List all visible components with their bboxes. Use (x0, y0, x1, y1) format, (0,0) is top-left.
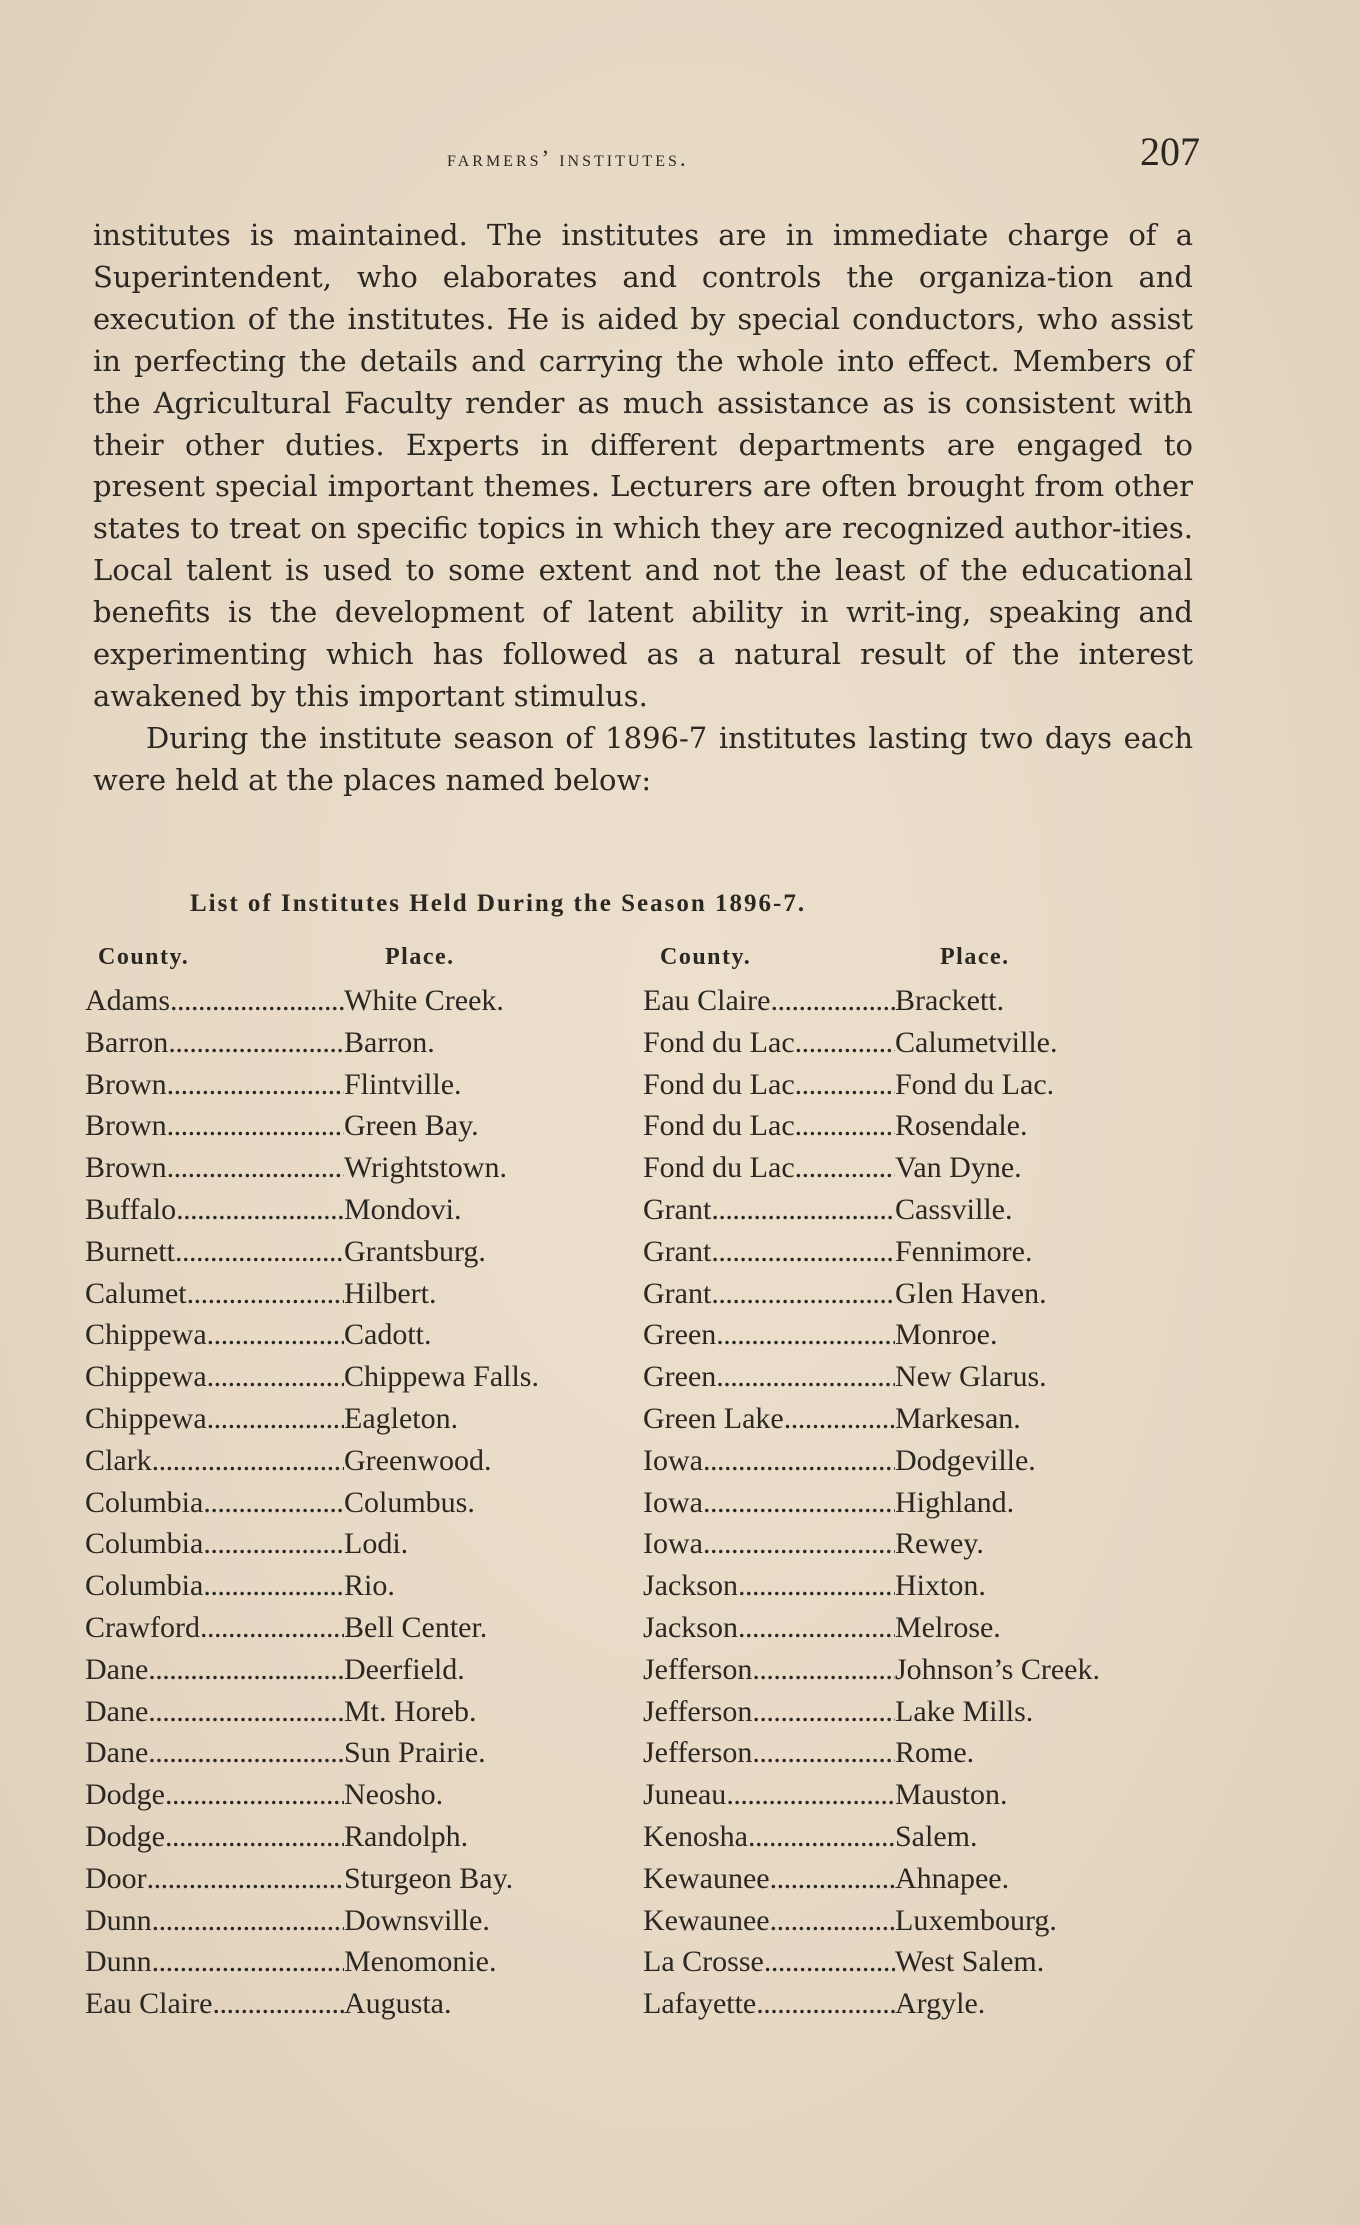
institute-row (643, 1356, 1203, 1398)
institute-row (85, 1858, 625, 1900)
dot-leader (175, 1231, 344, 1273)
place-name: Sun Prairie. (344, 1736, 486, 1770)
dot-leader (795, 1022, 895, 1064)
county-name: Calumet (85, 1276, 187, 1310)
place-name: Augusta. (344, 1987, 452, 2021)
place-name: Ahnapee. (895, 1861, 1010, 1895)
paragraph-2: During the institute season of 1896-7 institutes lasting two days each were held at the places named below: (93, 720, 1193, 797)
place-name: Flintville. (344, 1067, 462, 1101)
institute-row (643, 1565, 1203, 1607)
place-name: Mondovi. (344, 1192, 462, 1226)
institute-row (85, 1231, 625, 1273)
place-name: Cadott. (344, 1318, 432, 1352)
county-name: Chippewa (85, 1401, 207, 1435)
institute-row (643, 1816, 1203, 1858)
county-name: Dane (85, 1652, 149, 1686)
county-name: La Crosse (643, 1945, 764, 1979)
institute-row (85, 1774, 625, 1816)
dot-leader (167, 1105, 344, 1147)
institute-row (643, 1482, 1203, 1524)
place-name: Greenwood. (344, 1443, 492, 1477)
dot-leader (203, 1565, 344, 1607)
place-name: Mauston. (895, 1778, 1008, 1812)
dot-leader (795, 1064, 895, 1106)
county-name: Crawford (85, 1610, 200, 1644)
institute-row (85, 1941, 625, 1983)
county-name: Fond du Lac (643, 1151, 795, 1185)
county-name: Eau Claire (85, 1987, 213, 2021)
county-name: Kewaunee (643, 1903, 770, 1937)
county-name: Fond du Lac (643, 1109, 795, 1143)
place-name: Highland. (895, 1485, 1015, 1519)
left-place-header: Place. (385, 944, 455, 970)
running-head: farmers’ institutes. (447, 146, 689, 171)
place-name: New Glarus. (895, 1360, 1047, 1394)
dot-leader (738, 1565, 895, 1607)
institute-row (643, 1900, 1203, 1942)
county-name: Grant (643, 1192, 712, 1226)
county-name: Clark (85, 1443, 152, 1477)
dot-leader (168, 1022, 344, 1064)
dot-leader (748, 1816, 895, 1858)
dot-leader (167, 1147, 344, 1189)
place-name: Argyle. (895, 1987, 986, 2021)
county-name: Grant (643, 1276, 712, 1310)
dot-leader (165, 1774, 344, 1816)
page-header (92, 128, 1200, 178)
county-name: Iowa (643, 1443, 703, 1477)
dot-leader (716, 1356, 895, 1398)
dot-leader (203, 1523, 344, 1565)
institute-row (643, 1231, 1203, 1273)
right-county-header: County. (660, 944, 752, 970)
institute-row (643, 1398, 1203, 1440)
county-name: Dane (85, 1736, 149, 1770)
place-name: Bell Center. (344, 1610, 488, 1644)
place-name: Randolph. (344, 1819, 469, 1853)
dot-leader (752, 1691, 895, 1733)
institute-row (85, 1440, 625, 1482)
left-county-header: County. (98, 944, 190, 970)
county-name: Jackson (643, 1569, 738, 1603)
left-institute-column (85, 980, 625, 2025)
dot-leader (207, 1398, 344, 1440)
place-name: White Creek. (344, 984, 504, 1017)
place-name: Luxembourg. (895, 1903, 1057, 1937)
dot-leader (795, 1105, 895, 1147)
institute-row (643, 1523, 1203, 1565)
place-name: Fond du Lac. (895, 1067, 1055, 1101)
body-text (93, 215, 1193, 802)
institute-row (643, 1064, 1203, 1106)
dot-leader (784, 1398, 895, 1440)
county-name: Eau Claire (643, 984, 771, 1017)
place-name: Mt. Horeb. (344, 1694, 477, 1728)
dot-leader (207, 1314, 344, 1356)
institute-row (85, 1356, 625, 1398)
county-name: Grant (643, 1234, 712, 1268)
place-name: Deerfield. (344, 1652, 465, 1686)
county-name: Lafayette (643, 1987, 757, 2021)
institute-row (85, 1398, 625, 1440)
institute-row (643, 1189, 1203, 1231)
place-name: Calumetville. (895, 1025, 1058, 1059)
county-name: Adams (85, 984, 170, 1017)
county-name: Green (643, 1318, 717, 1352)
dot-leader (716, 1314, 895, 1356)
right-place-header: Place. (940, 944, 1010, 970)
dot-leader (170, 980, 344, 1022)
place-name: Markesan. (895, 1401, 1021, 1435)
place-name: Eagleton. (344, 1401, 459, 1435)
institute-row (85, 1022, 625, 1064)
institute-row (643, 1774, 1203, 1816)
dot-leader (176, 1189, 344, 1231)
place-name: Melrose. (895, 1610, 1001, 1644)
institute-row (643, 1691, 1203, 1733)
dot-leader (764, 1941, 895, 1983)
place-name: Fennimore. (895, 1234, 1033, 1268)
dot-leader (148, 1732, 344, 1774)
institute-row (643, 1105, 1203, 1147)
institute-row (85, 1691, 625, 1733)
place-name: Chippewa Falls. (344, 1360, 539, 1394)
institute-row (643, 1941, 1203, 1983)
place-name: West Salem. (895, 1945, 1045, 1979)
place-name: Barron. (344, 1025, 435, 1059)
institute-row (643, 1649, 1203, 1691)
place-name: Brackett. (895, 984, 1005, 1017)
dot-leader (770, 1900, 895, 1942)
county-name: Brown (85, 1067, 167, 1101)
institute-row (643, 1022, 1203, 1064)
county-name: Jefferson (643, 1736, 753, 1770)
dot-leader (165, 1816, 344, 1858)
dot-leader (148, 1691, 344, 1733)
dot-leader (726, 1774, 895, 1816)
county-name: Chippewa (85, 1360, 207, 1394)
dot-leader (703, 1482, 895, 1524)
county-name: Barron (85, 1025, 169, 1059)
institute-row (85, 1314, 625, 1356)
county-name: Green Lake (643, 1401, 784, 1435)
institute-row (643, 1147, 1203, 1189)
county-name: Iowa (643, 1527, 703, 1561)
county-name: Kewaunee (643, 1861, 770, 1895)
dot-leader (212, 1983, 344, 2025)
institute-row (85, 1105, 625, 1147)
county-name: Jackson (643, 1610, 738, 1644)
place-name: Dodgeville. (895, 1443, 1036, 1477)
institute-row (643, 1440, 1203, 1482)
place-name: Cassville. (895, 1192, 1013, 1226)
county-name: Columbia (85, 1485, 204, 1519)
page-number: 207 (1140, 129, 1200, 174)
place-name: Menomonie. (344, 1945, 497, 1979)
institute-row (643, 1732, 1203, 1774)
county-name: Green (643, 1360, 717, 1394)
place-name: Columbus. (344, 1485, 475, 1519)
dot-leader (795, 1147, 895, 1189)
dot-leader (752, 1649, 895, 1691)
dot-leader (711, 1189, 895, 1231)
dot-leader (152, 1941, 344, 1983)
institute-row (643, 1858, 1203, 1900)
place-name: Grantsburg. (344, 1234, 486, 1268)
place-name: Downsville. (344, 1903, 490, 1937)
county-name: Columbia (85, 1569, 204, 1603)
county-name: Chippewa (85, 1318, 207, 1352)
institute-row (85, 1565, 625, 1607)
place-name: Glen Haven. (895, 1276, 1047, 1310)
county-name: Dodge (85, 1819, 165, 1853)
county-name: Dodge (85, 1778, 165, 1812)
dot-leader (152, 1440, 344, 1482)
county-name: Iowa (643, 1485, 703, 1519)
place-name: Sturgeon Bay. (344, 1861, 514, 1895)
institute-row (85, 1649, 625, 1691)
place-name: Salem. (895, 1819, 978, 1853)
dot-leader (703, 1440, 895, 1482)
place-name: Van Dyne. (895, 1151, 1022, 1185)
dot-leader (200, 1607, 344, 1649)
county-name: Door (85, 1861, 147, 1895)
county-name: Fond du Lac (643, 1025, 795, 1059)
institute-row (85, 1900, 625, 1942)
place-name: Wrightstown. (344, 1151, 507, 1185)
dot-leader (703, 1523, 895, 1565)
dot-leader (711, 1273, 895, 1315)
dot-leader (148, 1649, 344, 1691)
county-name: Brown (85, 1109, 167, 1143)
county-name: Burnett (85, 1234, 175, 1268)
dot-leader (147, 1858, 344, 1900)
county-name: Jefferson (643, 1652, 753, 1686)
place-name: Neosho. (344, 1778, 444, 1812)
dot-leader (152, 1900, 344, 1942)
place-name: Lake Mills. (895, 1694, 1034, 1728)
institute-row (85, 1607, 625, 1649)
county-name: Columbia (85, 1527, 204, 1561)
institute-row (643, 1607, 1203, 1649)
institute-row (85, 1147, 625, 1189)
county-name: Juneau (643, 1778, 727, 1812)
dot-leader (738, 1607, 895, 1649)
right-institute-column (643, 980, 1203, 2025)
institute-row (85, 1523, 625, 1565)
place-name: Lodi. (344, 1527, 409, 1561)
institute-row (85, 1482, 625, 1524)
place-name: Rewey. (895, 1527, 984, 1561)
dot-leader (187, 1273, 344, 1315)
county-name: Dunn (85, 1903, 152, 1937)
institute-row (643, 1314, 1203, 1356)
county-name: Dane (85, 1694, 149, 1728)
institute-row (643, 1983, 1203, 2025)
institute-row (85, 1816, 625, 1858)
county-name: Fond du Lac (643, 1067, 795, 1101)
place-name: Rio. (344, 1569, 395, 1603)
list-title: List of Institutes Held During the Season 1896-7. (190, 890, 807, 917)
paragraph-1: institutes is maintained. The institutes are in immediate charge of a Superintendent, who elaborates and controls the organiza-tion and execution of the institutes. He is aided by special conductors, who assist in perfecting the details and carrying the whole into effect. Members of the Agricultural Faculty render as much assistance as is consistent with their other duties. Experts in different departments are engaged to present special important themes. Lecturers are often brought from other states to treat on specific topics in which they are recognized author-ities. Local talent is used to some extent and not the least of the educational benefits is the development of latent ability in writ-ing, speaking and experimenting which has followed as a natural result of the interest awakened by this important stimulus. (93, 218, 1193, 713)
institute-row (643, 980, 1203, 1022)
place-name: Hilbert. (344, 1276, 437, 1310)
county-name: Brown (85, 1151, 167, 1185)
county-name: Buffalo (85, 1192, 177, 1226)
place-name: Hixton. (895, 1569, 986, 1603)
institute-row (85, 1983, 625, 2025)
place-name: Johnson’s Creek. (895, 1652, 1100, 1686)
institute-row (643, 1273, 1203, 1315)
place-name: Rosendale. (895, 1109, 1028, 1143)
place-name: Rome. (895, 1736, 975, 1770)
place-name: Green Bay. (344, 1109, 479, 1143)
institute-row (85, 1273, 625, 1315)
dot-leader (167, 1064, 344, 1106)
dot-leader (203, 1482, 344, 1524)
county-name: Kenosha (643, 1819, 748, 1853)
county-name: Dunn (85, 1945, 152, 1979)
dot-leader (756, 1983, 895, 2025)
institute-row (85, 1732, 625, 1774)
place-name: Monroe. (895, 1318, 998, 1352)
dot-leader (752, 1732, 895, 1774)
county-name: Jefferson (643, 1694, 753, 1728)
institute-row (85, 980, 625, 1022)
institute-row (85, 1064, 625, 1106)
institute-row (85, 1189, 625, 1231)
dot-leader (770, 980, 895, 1022)
dot-leader (770, 1858, 895, 1900)
dot-leader (711, 1231, 895, 1273)
dot-leader (207, 1356, 344, 1398)
